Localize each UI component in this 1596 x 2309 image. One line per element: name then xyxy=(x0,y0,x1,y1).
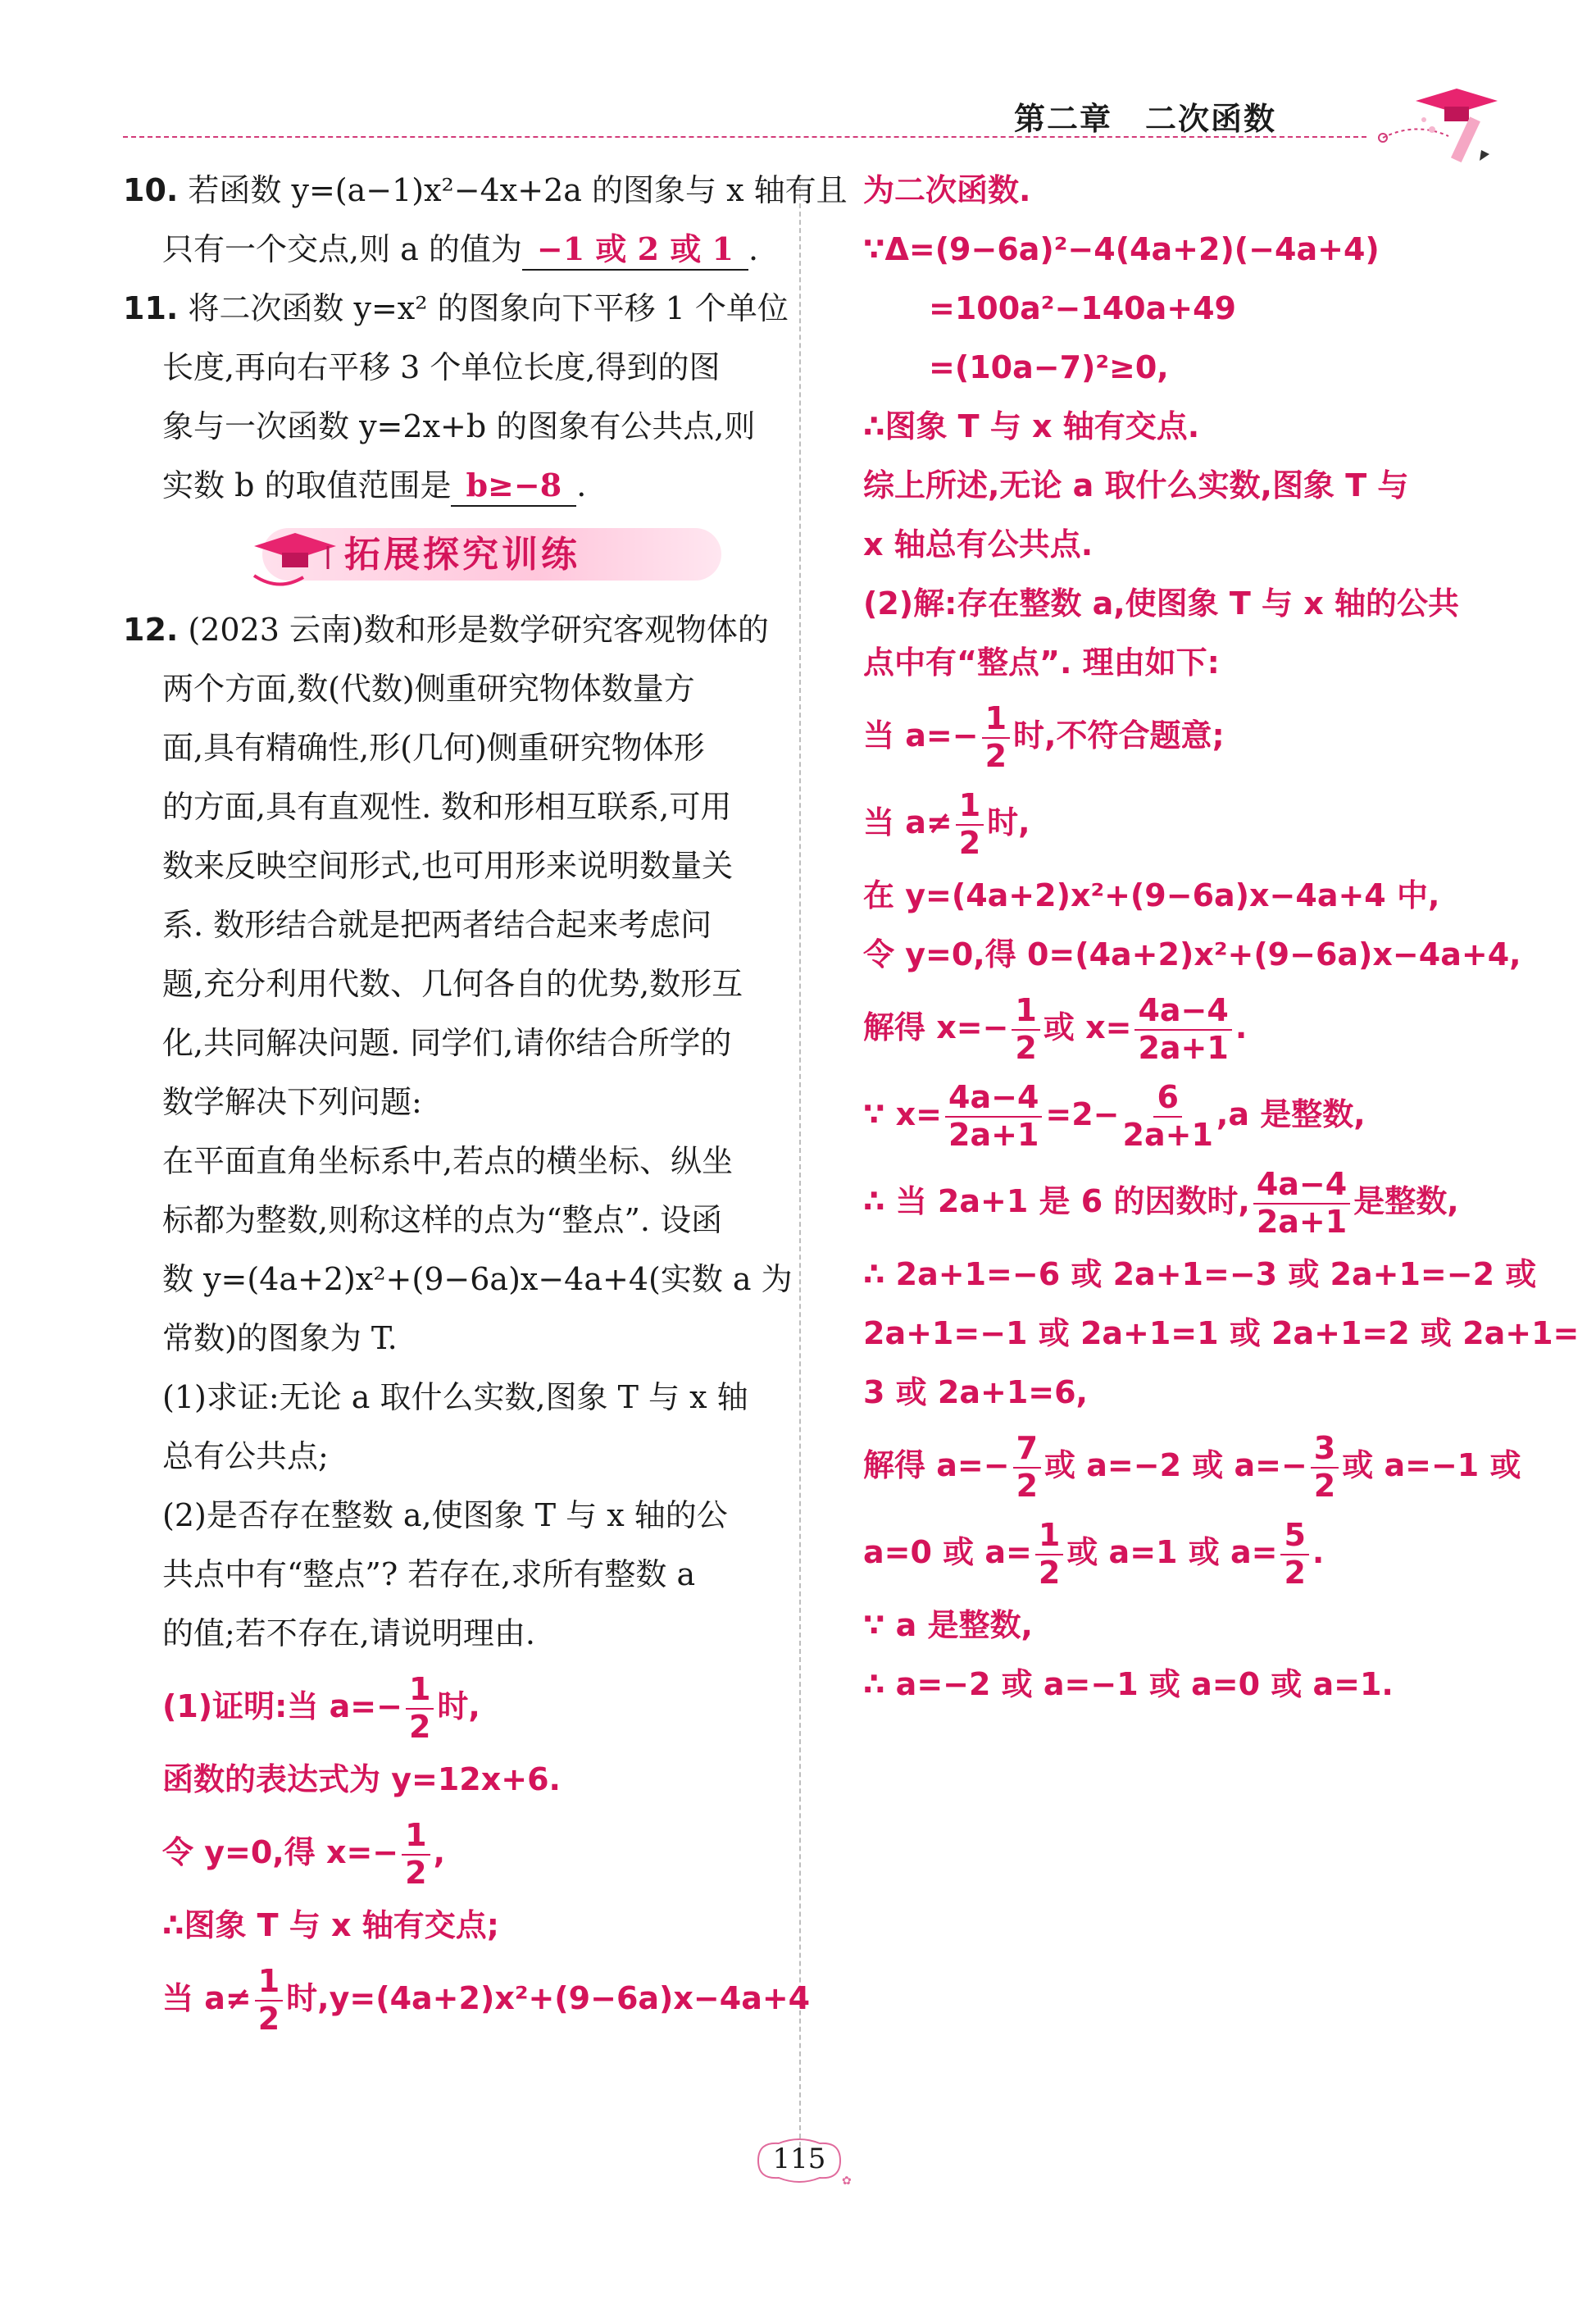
fraction-denominator: 2a+1 xyxy=(1138,1029,1229,1066)
sol-right-5: ∴图象 T 与 x 轴有交点. xyxy=(863,408,1200,444)
sol-right-15-pre: ∵ x= xyxy=(863,1096,943,1132)
fraction-denominator: 2 xyxy=(958,824,981,861)
sol-right-15-mid: =2− xyxy=(1045,1096,1120,1132)
fraction xyxy=(982,701,1010,774)
fraction-numerator: 1 xyxy=(1035,1518,1063,1555)
q10-text-1: 若函数 y=(a−1)x²−4x+2a 的图象与 x 轴有且 xyxy=(188,172,848,208)
left-column xyxy=(123,161,848,2042)
fraction-numerator: 4a−4 xyxy=(1253,1167,1350,1205)
q12-number: 12. xyxy=(123,612,179,648)
fraction-denominator: 2 xyxy=(1284,1554,1306,1591)
sol-right-9: 点中有“整点”. 理由如下: xyxy=(863,644,1220,681)
sol-left-3 xyxy=(123,1809,771,1896)
fraction-numerator: 1 xyxy=(255,1964,283,2002)
sol-right-14-pre: 解得 x=− xyxy=(863,1009,1009,1045)
fraction xyxy=(1123,1080,1213,1153)
fraction xyxy=(1035,1518,1063,1591)
fraction-denominator: 2a+1 xyxy=(1122,1116,1213,1153)
page-number xyxy=(750,2132,852,2189)
fraction-numerator: 1 xyxy=(402,1818,430,1856)
sol-right-21-pre: a=0 或 a= xyxy=(863,1534,1032,1570)
q12-line-16: (2)是否存在整数 a,使图象 T 与 x 轴的公 xyxy=(162,1497,728,1533)
fraction xyxy=(1134,993,1231,1066)
q11-answer: b≥−8 xyxy=(451,466,576,507)
q10-text-2: 只有一个交点,则 a 的值为 xyxy=(162,231,522,267)
q12-line-8: 化,共同解决问题. 同学们,请你结合所学的 xyxy=(162,1025,732,1061)
fraction-numerator: 4a−4 xyxy=(945,1080,1042,1118)
fraction xyxy=(1253,1167,1350,1240)
q10-period: . xyxy=(748,231,759,267)
sol-right-7: x 轴总有公共点. xyxy=(863,526,1094,562)
sol-right-18: 2a+1=−1 或 2a+1=1 或 2a+1=2 或 2a+1= xyxy=(863,1315,1580,1351)
chapter-title xyxy=(1014,93,1276,139)
q12-line-7: 题,充分利用代数、几何各自的优势,数形互 xyxy=(162,966,743,1002)
sol-right-13: 令 y=0,得 0=(4a+2)x²+(9−6a)x−4a+4, xyxy=(863,936,1521,972)
sol-right-16 xyxy=(863,1158,1486,1245)
q12-line-13: 常数)的图象为 T. xyxy=(162,1320,398,1356)
column-divider xyxy=(799,179,801,2147)
fraction-denominator: 2a+1 xyxy=(948,1116,1039,1153)
sol-right-10-post: 时,不符合题意; xyxy=(1013,717,1225,754)
q10-line-2 xyxy=(123,220,771,279)
sol-left-1 xyxy=(123,1663,771,1750)
sol-left-5-post: 时,y=(4a+2)x²+(9−6a)x−4a+4 xyxy=(286,1980,811,2016)
fraction-denominator: 2 xyxy=(257,2000,280,2037)
q12-line-11: 标都为整数,则称这样的点为“整点”. 设函 xyxy=(162,1202,723,1238)
q11-line-4 xyxy=(123,456,771,515)
sol-right-14-mid: 或 x= xyxy=(1043,1009,1132,1045)
q10-line-1 xyxy=(123,161,848,220)
q12-line-17: 共点中有“整点”? 若存在,求所有整数 a xyxy=(162,1556,696,1592)
q12-line-12: 数 y=(4a+2)x²+(9−6a)x−4a+4(实数 a 为 xyxy=(162,1261,793,1297)
sol-right-10-pre: 当 a=− xyxy=(863,717,979,754)
q11-number: 11. xyxy=(123,290,179,326)
q12-line-6: 系. 数形结合就是把两者结合起来考虑问 xyxy=(162,907,712,943)
fraction-denominator: 2 xyxy=(984,737,1007,774)
q10-number: 10. xyxy=(123,172,179,208)
fraction xyxy=(945,1080,1042,1153)
sol-right-1: 为二次函数. xyxy=(863,172,1031,208)
sol-right-17: ∴ 2a+1=−6 或 2a+1=−3 或 2a+1=−2 或 xyxy=(863,1256,1537,1292)
header-divider xyxy=(123,136,1366,138)
sol-right-6: 综上所述,无论 a 取什么实数,图象 T 与 xyxy=(863,467,1409,503)
fraction xyxy=(402,1818,430,1891)
sol-right-12: 在 y=(4a+2)x²+(9−6a)x−4a+4 中, xyxy=(863,877,1440,913)
sol-right-10 xyxy=(863,692,1486,779)
q12-line-9: 数学解决下列问题: xyxy=(162,1084,422,1120)
svg-text:✿: ✿ xyxy=(842,2175,852,2188)
sol-right-15 xyxy=(863,1071,1486,1158)
section-title: 拓展探究训练 xyxy=(344,534,580,576)
fraction-numerator: 1 xyxy=(1012,993,1039,1031)
fraction-numerator: 7 xyxy=(1013,1431,1041,1469)
q10-answer: −1 或 2 或 1 xyxy=(522,230,748,271)
q12-line-18: 的值;若不存在,请说明理由. xyxy=(162,1615,535,1651)
sol-right-16-post: 是整数, xyxy=(1353,1183,1459,1219)
fraction-numerator: 1 xyxy=(982,701,1010,739)
sol-left-2: 函数的表达式为 y=12x+6. xyxy=(162,1761,561,1797)
fraction-denominator: 2 xyxy=(1313,1467,1336,1504)
fraction xyxy=(1012,993,1039,1066)
fraction-numerator: 5 xyxy=(1280,1518,1308,1555)
fraction-numerator: 4a−4 xyxy=(1134,993,1231,1031)
sol-left-5 xyxy=(123,1955,811,2042)
sol-left-3-post: , xyxy=(433,1834,446,1870)
page-header xyxy=(123,89,1522,146)
sol-left-1-pre: (1)证明:当 a=− xyxy=(162,1688,402,1724)
q11-line-2: 长度,再向右平移 3 个单位长度,得到的图 xyxy=(162,349,721,385)
q11-period: . xyxy=(576,467,587,503)
sol-right-4: =(10a−7)²≥0, xyxy=(929,349,1169,385)
page-number-text: 115 xyxy=(772,2143,826,2175)
sol-left-5-pre: 当 a≠ xyxy=(162,1980,252,2016)
sol-right-20 xyxy=(863,1422,1521,1509)
q12-line-3: 面,具有精确性,形(几何)侧重研究物体形 xyxy=(162,730,705,766)
sol-right-2: ∵Δ=(9−6a)²−4(4a+2)(−4a+4) xyxy=(863,231,1380,267)
sol-right-11-post: 时, xyxy=(987,804,1030,840)
sol-right-22: ∵ a 是整数, xyxy=(863,1607,1033,1643)
sol-right-14-post: . xyxy=(1235,1009,1248,1045)
q12-line-4: 的方面,具有直观性. 数和形相互联系,可用 xyxy=(162,789,732,825)
sol-right-21-mid: 或 a=1 或 a= xyxy=(1066,1534,1278,1570)
fraction xyxy=(1311,1431,1339,1504)
fraction-denominator: 2 xyxy=(405,1854,427,1891)
sol-right-20-mid: 或 a=−2 或 a=− xyxy=(1044,1447,1307,1483)
fraction xyxy=(255,1964,283,2037)
chapter-name: 二次函数 xyxy=(1144,100,1276,137)
fraction xyxy=(1280,1518,1308,1591)
sol-right-8: (2)解:存在整数 a,使图象 T 与 x 轴的公共 xyxy=(863,585,1460,622)
sol-left-3-pre: 令 y=0,得 x=− xyxy=(162,1834,399,1870)
q12-line-10: 在平面直角坐标系中,若点的横坐标、纵坐 xyxy=(162,1143,734,1179)
fraction xyxy=(1013,1431,1041,1504)
graduation-cap-icon xyxy=(246,518,344,597)
q12-line-1 xyxy=(123,600,771,659)
fraction-denominator: 2 xyxy=(1038,1554,1061,1591)
q12-line-2: 两个方面,数(代数)侧重研究物体数量方 xyxy=(162,671,695,707)
q12-text-1: (2023 云南)数和形是数学研究客观物体的 xyxy=(188,612,769,648)
section-banner xyxy=(123,518,771,597)
sol-right-20-post: 或 a=−1 或 xyxy=(1342,1447,1521,1483)
q11-text-4: 实数 b 的取值范围是 xyxy=(162,467,452,503)
q12-line-14: (1)求证:无论 a 取什么实数,图象 T 与 x 轴 xyxy=(162,1379,748,1415)
fraction-numerator: 3 xyxy=(1311,1431,1339,1469)
sol-left-4: ∴图象 T 与 x 轴有交点; xyxy=(162,1907,499,1943)
q12-line-5: 数来反映空间形式,也可用形来说明数量关 xyxy=(162,848,734,884)
fraction-numerator: 6 xyxy=(1153,1080,1181,1118)
fraction-denominator: 2 xyxy=(1015,1029,1037,1066)
fraction-numerator: 1 xyxy=(406,1672,434,1710)
fraction xyxy=(406,1672,434,1745)
fraction-denominator: 2a+1 xyxy=(1256,1203,1348,1240)
sol-right-3: =100a²−140a+49 xyxy=(929,290,1236,326)
fraction-denominator: 2 xyxy=(408,1708,431,1745)
q11-line-1 xyxy=(123,279,789,338)
sol-right-11 xyxy=(863,779,1486,866)
sol-right-11-pre: 当 a≠ xyxy=(863,804,953,840)
sol-right-21 xyxy=(863,1509,1486,1596)
q11-line-3: 象与一次函数 y=2x+b 的图象有公共点,则 xyxy=(162,408,756,444)
q11-text-1: 将二次函数 y=x² 的图象向下平移 1 个单位 xyxy=(188,290,789,326)
sol-right-23: ∴ a=−2 或 a=−1 或 a=0 或 a=1. xyxy=(863,1666,1394,1702)
sol-right-21-post: . xyxy=(1312,1534,1325,1570)
graduation-cap-pencil-icon xyxy=(1366,72,1522,162)
q12-line-15: 总有公共点; xyxy=(162,1438,329,1474)
right-column xyxy=(863,161,1580,1714)
fraction-numerator: 1 xyxy=(956,788,984,826)
fraction-denominator: 2 xyxy=(1016,1467,1039,1504)
sol-right-15-post: ,a 是整数, xyxy=(1216,1096,1366,1132)
chapter-number: 第二章 xyxy=(1013,100,1112,137)
sol-right-20-pre: 解得 a=− xyxy=(863,1447,1010,1483)
sol-right-16-pre: ∴ 当 2a+1 是 6 的因数时, xyxy=(863,1183,1250,1219)
sol-right-14 xyxy=(863,984,1486,1071)
sol-right-19: 3 或 2a+1=6, xyxy=(863,1374,1088,1410)
sol-left-1-post: 时, xyxy=(437,1688,480,1724)
fraction xyxy=(956,788,984,861)
